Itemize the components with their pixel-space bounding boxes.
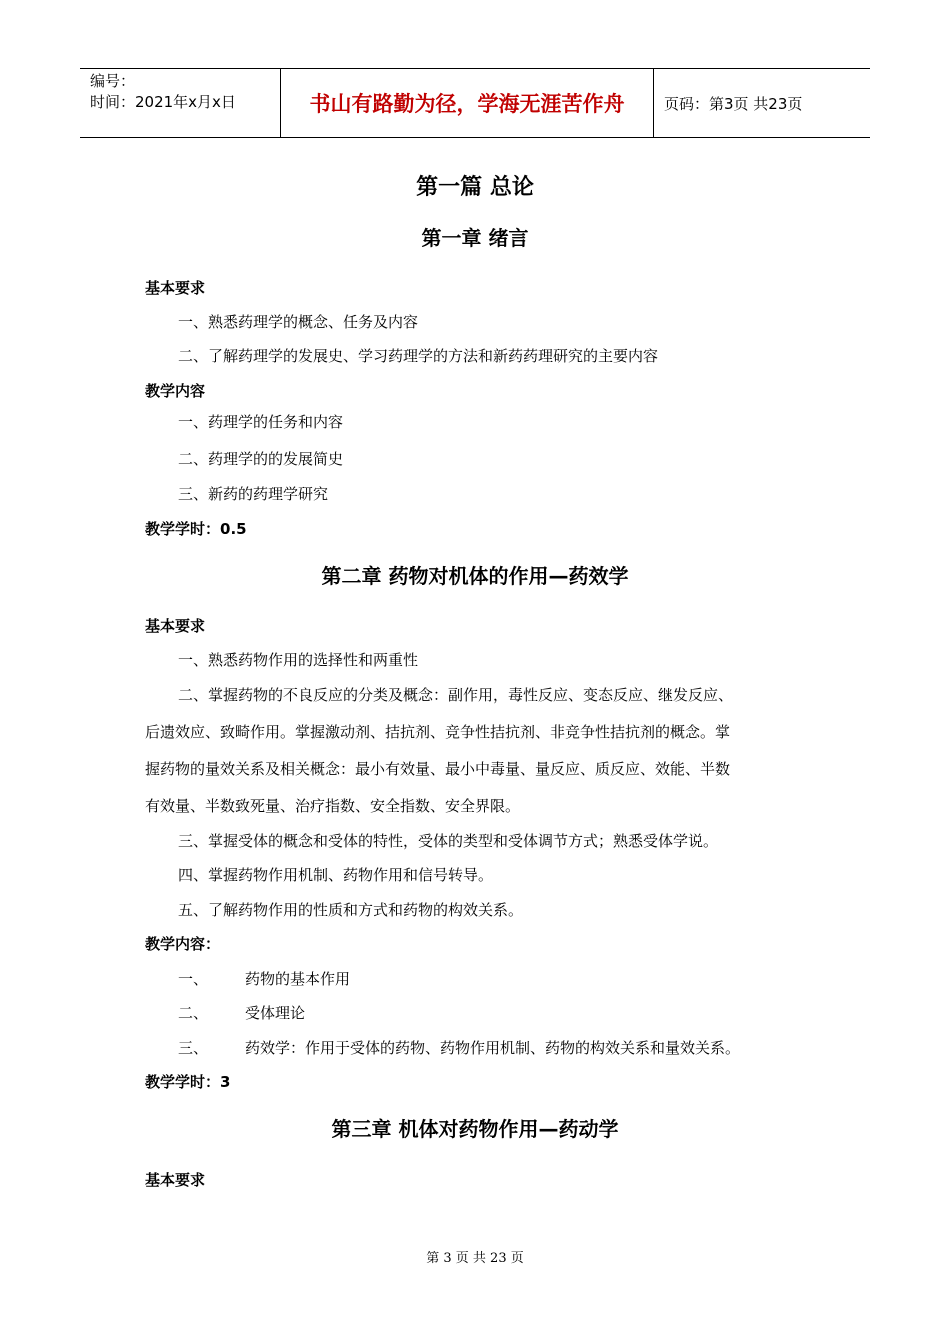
chapter-2-title: 第二章 药物对机体的作用—药效学 [321, 564, 629, 588]
ch2-content-item [178, 1037, 740, 1058]
ch1-requirement-item: 二、了解药理学的发展史、学习药理学的方法和新药药理研究的主要内容 [178, 347, 659, 365]
ch1-requirement-item: 一、熟悉药理学的概念、任务及内容 [178, 313, 419, 331]
ch1-requirements-label: 基本要求 [145, 279, 206, 297]
ch2-requirements-label: 基本要求 [145, 617, 206, 635]
header-divider [653, 69, 654, 137]
ch1-content-item: 三、新药的药理学研究 [178, 485, 329, 503]
ch2-requirement-text: 握药物的量效关系及相关概念：最小有效量、最小中毒量、量反应、质反应、效能、半数 [145, 760, 731, 778]
ch2-content-number: 一、 [178, 970, 209, 988]
chapter-1-title: 第一章 绪言 [421, 226, 529, 250]
part-title: 第一篇 总论 [416, 175, 534, 200]
page-footer: 第 3 页 共 23 页 [426, 1251, 524, 1266]
ch1-content-label: 教学内容 [145, 382, 206, 400]
ch2-content-text: 药物的基本作用 [245, 970, 351, 988]
ch1-hours: 教学学时：0.5 [145, 520, 247, 538]
ch3-requirements-label: 基本要求 [145, 1171, 206, 1189]
ch2-content-item [178, 1002, 305, 1023]
ch1-content-item: 二、药理学的的发展简史 [178, 450, 344, 468]
header-id-label: 编号： [90, 72, 136, 90]
ch2-requirement-item: 三、掌握受体的概念和受体的特性，受体的类型和受体调节方式；熟悉受体学说。 [178, 832, 719, 850]
header-page-label: 页码：第3页 共23页 [664, 94, 803, 113]
ch2-content-text: 药效学：作用于受体的药物、药物作用机制、药物的构效关系和量效关系。 [245, 1039, 741, 1057]
header-meta [90, 71, 236, 113]
ch2-requirement-item: 五、了解药物作用的性质和方式和药物的构效关系。 [178, 901, 524, 919]
ch2-requirement-text: 有效量、半数致死量、治疗指数、安全指数、安全界限。 [145, 797, 521, 815]
ch2-content-item [178, 968, 350, 989]
ch2-content-number: 二、 [178, 1004, 209, 1022]
page-header-table [80, 68, 870, 138]
header-time-label: 时间：2021年x月x日 [90, 93, 236, 111]
header-motto: 书山有路勤为径，学海无涯苦作舟 [309, 92, 625, 116]
ch2-content-text: 受体理论 [245, 1004, 306, 1022]
ch1-content-item: 一、药理学的任务和内容 [178, 413, 344, 431]
ch2-hours: 教学学时：3 [145, 1073, 231, 1091]
ch2-requirement-text: 二、掌握药物的不良反应的分类及概念：副作用，毒性反应、变态反应、继发反应、 [178, 686, 734, 704]
ch2-content-number: 三、 [178, 1039, 209, 1057]
chapter-3-title: 第三章 机体对药物作用—药动学 [331, 1117, 619, 1141]
ch2-content-label: 教学内容： [145, 935, 221, 953]
ch2-requirement-item: 四、掌握药物作用机制、药物作用和信号转导。 [178, 866, 494, 884]
ch2-requirement-text: 后遗效应、致畸作用。掌握激动剂、拮抗剂、竞争性拮抗剂、非竞争性拮抗剂的概念。掌 [145, 723, 731, 741]
ch2-requirement-item: 一、熟悉药物作用的选择性和两重性 [178, 651, 419, 669]
